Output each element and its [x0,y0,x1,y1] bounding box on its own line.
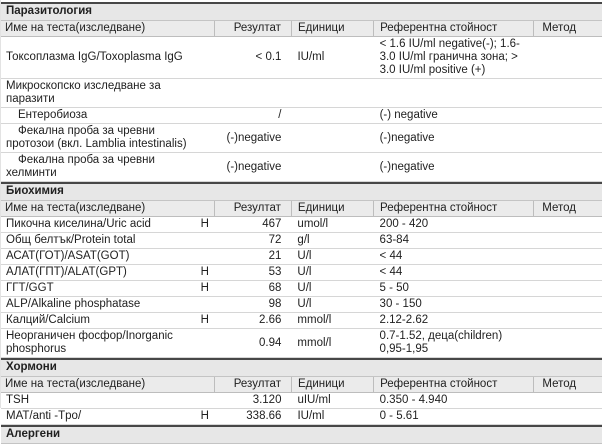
result-row [1,233,602,249]
result-row [1,393,602,409]
reference-cell: < 1.6 IU/ml negative(-); 1.6-3.0 IU/ml гранична зона; > 3.0 IU/ml positive (+) [374,37,534,79]
method-cell [534,297,602,313]
column-header-method: Метод [534,377,602,393]
result-row [1,153,602,182]
method-cell [534,124,602,153]
reference-cell: < 44 [374,265,534,281]
result-cell: / [214,108,291,124]
reference-cell: 0 - 5.61 [374,409,534,425]
result-cell: 53 [214,265,291,281]
units-cell: mmol/l [291,313,373,329]
reference-cell: 2.12-2.62 [374,313,534,329]
result-cell: (-)negative [214,153,291,182]
abnormal-flag [195,297,214,313]
result-cell: 98 [214,297,291,313]
reference-cell: 0.350 - 4.940 [374,393,534,409]
column-header-name: Име на теста(изследване) [1,201,214,217]
units-cell: U/l [291,249,373,265]
result-row [1,79,602,108]
result-row [1,297,602,313]
section-header-row [1,359,602,377]
method-cell [534,37,602,79]
abnormal-flag: H [195,281,214,297]
test-name-cell: ГГТ/GGT [1,281,195,297]
result-row [1,108,602,124]
results-section [1,425,602,444]
units-cell: mmol/l [291,329,373,358]
method-cell [534,79,602,108]
units-cell: uIU/ml [291,393,373,409]
abnormal-flag [195,37,214,79]
result-cell: 72 [214,233,291,249]
method-cell [534,153,602,182]
result-cell: 3.120 [214,393,291,409]
column-header-name: Име на теста(изследване) [1,377,214,393]
reference-cell: 200 - 420 [374,217,534,233]
abnormal-flag [195,124,214,153]
column-header-method: Метод [534,21,602,37]
test-name-cell: TSH [1,393,195,409]
section-title: Паразитология [1,3,602,21]
results-section [1,182,602,358]
result-cell: < 0.1 [214,37,291,79]
column-header-method: Метод [534,201,602,217]
abnormal-flag [195,249,214,265]
units-cell [291,153,373,182]
reference-cell: 0.7-1.52, деца(children) 0,95-1,95 [374,329,534,358]
units-cell [291,108,373,124]
reference-cell: 63-84 [374,233,534,249]
column-header-reference: Референтна стойност [374,377,534,393]
column-header-name: Име на теста(изследване) [1,21,214,37]
test-name-cell: АСАТ(ГОТ)/ASAT(GOT) [1,249,195,265]
section-header-row [1,3,602,21]
result-row [1,265,602,281]
section-header-row [1,183,602,201]
units-cell: g/l [291,233,373,249]
abnormal-flag: H [195,313,214,329]
result-cell [214,79,291,108]
reference-cell [374,79,534,108]
test-name-cell: МАТ/anti -Tpo/ [1,409,195,425]
results-section [1,358,602,425]
result-cell: 68 [214,281,291,297]
result-cell: 2.66 [214,313,291,329]
result-row [1,409,602,425]
method-cell [534,108,602,124]
units-cell: U/l [291,297,373,313]
test-name-cell: Ентеробиоза [1,108,195,124]
result-cell: 0.94 [214,329,291,358]
reference-cell: 5 - 50 [374,281,534,297]
units-cell: IU/ml [291,37,373,79]
result-cell: 338.66 [214,409,291,425]
reference-cell: (-) negative [374,108,534,124]
units-cell: U/l [291,265,373,281]
result-row [1,37,602,79]
results-section [1,2,602,182]
method-cell [534,265,602,281]
result-cell: (-)negative [214,124,291,153]
test-name-cell: Фекална проба за чревни протозои (вкл. Lamblia intestinalis) [1,124,195,153]
reference-cell: (-)negative [374,153,534,182]
result-row [1,249,602,265]
reference-cell: < 44 [374,249,534,265]
column-header-units: Единици [291,201,373,217]
test-name-cell: Пикочна киселина/Uric acid [1,217,195,233]
method-cell [534,393,602,409]
reference-cell: 30 - 150 [374,297,534,313]
abnormal-flag: H [195,265,214,281]
section-header-row [1,426,602,444]
method-cell [534,217,602,233]
result-cell: 467 [214,217,291,233]
section-title: Хормони [1,359,602,377]
units-cell: IU/ml [291,409,373,425]
method-cell [534,409,602,425]
abnormal-flag: H [195,409,214,425]
method-cell [534,313,602,329]
section-title: Алергени [1,426,602,444]
abnormal-flag [195,393,214,409]
result-row [1,281,602,297]
method-cell [534,329,602,358]
test-name-cell: АЛАТ(ГПТ)/ALAT(GPT) [1,265,195,281]
method-cell [534,281,602,297]
column-header-row [1,21,602,37]
units-cell: U/l [291,281,373,297]
column-header-result: Резултат [214,377,291,393]
column-header-units: Единици [291,21,373,37]
test-name-cell: Фекална проба за чревни хелминти [1,153,195,182]
units-cell [291,124,373,153]
result-row [1,313,602,329]
column-header-result: Резултат [214,201,291,217]
result-row [1,329,602,358]
column-header-reference: Референтна стойност [374,21,534,37]
abnormal-flag [195,108,214,124]
units-cell [291,79,373,108]
method-cell [534,233,602,249]
method-cell [534,249,602,265]
reference-cell: (-)negative [374,124,534,153]
test-name-cell: Общ белтък/Protein total [1,233,195,249]
test-name-cell: Неорганичен фосфор/Inorganic phosphorus [1,329,195,358]
test-name-cell: Токсоплазма IgG/Toxoplasma IgG [1,37,195,79]
result-row [1,217,602,233]
result-cell: 21 [214,249,291,265]
abnormal-flag [195,329,214,358]
test-name-cell: Калций/Calcium [1,313,195,329]
column-header-units: Единици [291,377,373,393]
column-header-row [1,377,602,393]
abnormal-flag [195,153,214,182]
result-row [1,124,602,153]
abnormal-flag: H [195,217,214,233]
column-header-row [1,201,602,217]
column-header-reference: Референтна стойност [374,201,534,217]
test-name-cell: Микроскопско изследване за паразити [1,79,195,108]
section-title: Биохимия [1,183,602,201]
abnormal-flag [195,79,214,108]
units-cell: umol/l [291,217,373,233]
test-name-cell: ALP/Alkaline phosphatase [1,297,195,313]
column-header-result: Резултат [214,21,291,37]
abnormal-flag [195,233,214,249]
